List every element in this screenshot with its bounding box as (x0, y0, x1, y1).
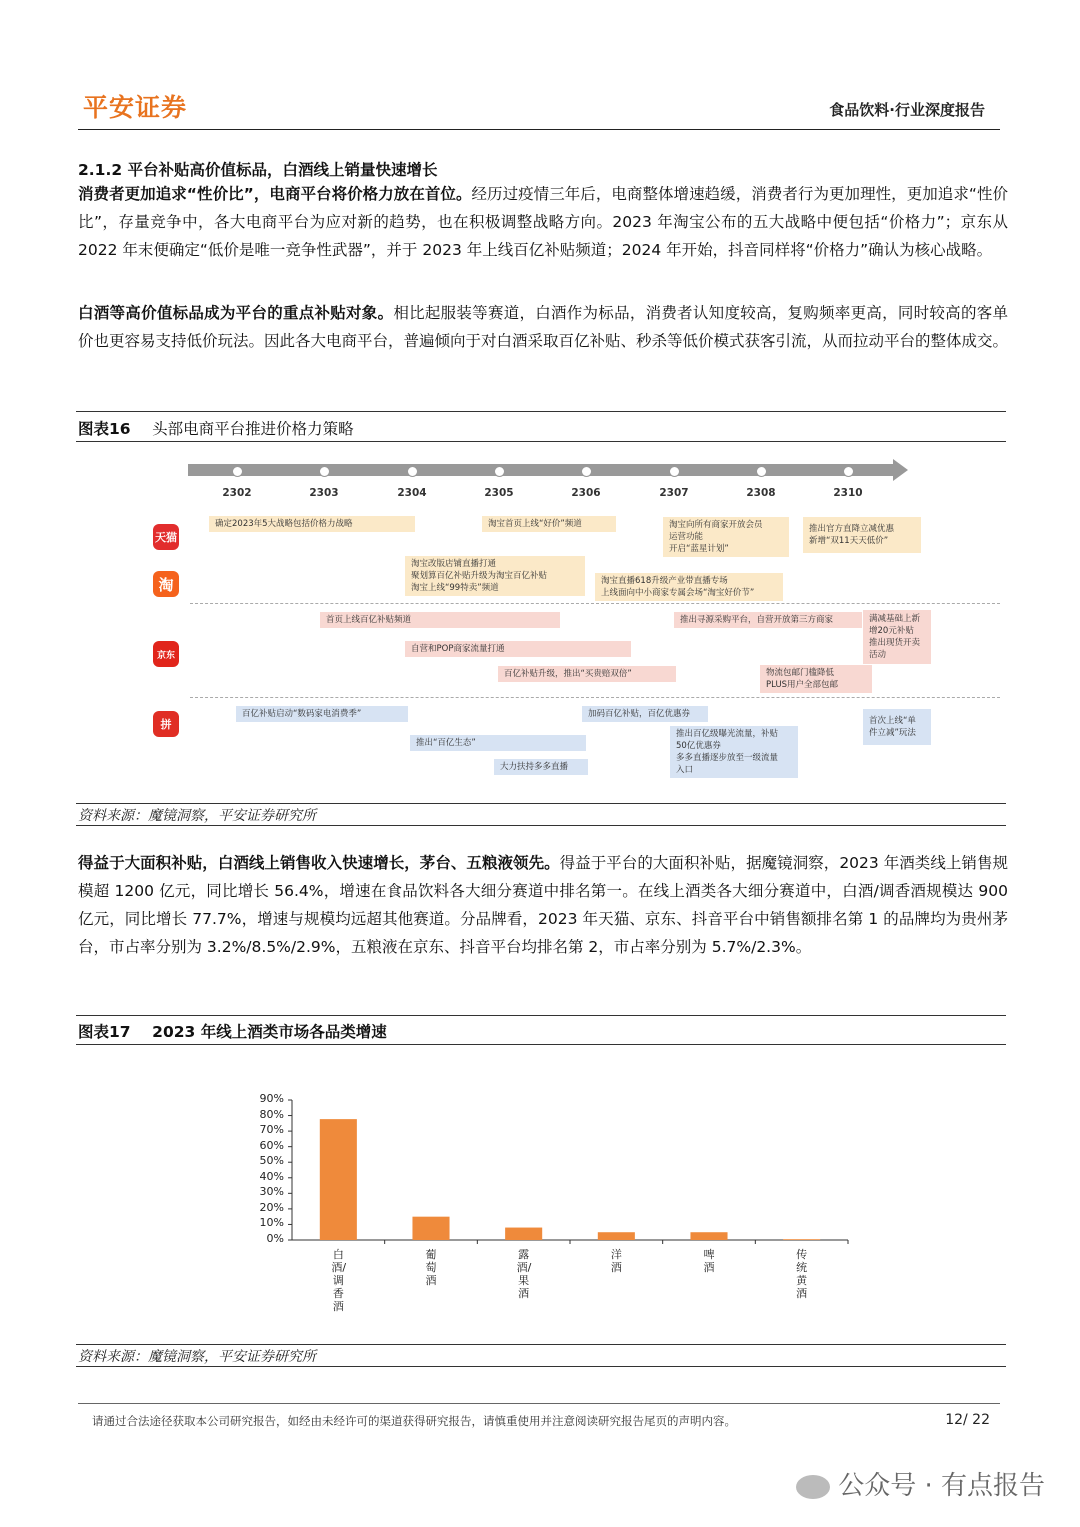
figure17-caption-rule (76, 1044, 1006, 1045)
month-label: 2310 (833, 487, 863, 499)
pinduoduo-icon: 拼 (153, 711, 179, 737)
month-label: 2304 (397, 487, 427, 499)
event-box (405, 641, 631, 657)
event-text: 满减基础上新 (869, 614, 921, 624)
event-text: 推出“百亿生态” (416, 738, 476, 748)
event-text: 百亿补贴升级，推出“买贵赔双倍” (504, 669, 632, 679)
x-category-label: 啤酒 (703, 1248, 715, 1274)
y-tick-label: 0% (266, 1232, 284, 1245)
month-label: 2307 (659, 487, 689, 499)
month-label: 2302 (222, 487, 252, 499)
y-tick-label: 10% (259, 1216, 284, 1230)
figure17-source: 资料来源：魔镜洞察，平安证券研究所 (78, 1349, 316, 1365)
y-tick-label: 70% (259, 1123, 284, 1137)
figure17-label: 图表17 (78, 1023, 131, 1041)
event-text: 多多直播逐步放至一级流量 (676, 753, 779, 763)
event-text: 聚划算百亿补贴升级为淘宝百亿补贴 (411, 571, 548, 581)
event-box (494, 759, 588, 775)
event-text: 推出现货开卖 (869, 638, 921, 648)
event-text: 件立减”玩法 (869, 728, 916, 738)
figure17-source-rule (76, 1344, 1006, 1345)
event-text: 加码百亿补贴，百亿优惠券 (588, 709, 691, 719)
report-type: 食品饮料·行业深度报告 (829, 101, 985, 119)
event-text: 新增“双11天天低价” (809, 536, 889, 546)
event-box (595, 573, 783, 601)
figure16-top-rule (76, 411, 1006, 412)
event-text: 百亿补贴启动“数码家电消费季” (242, 709, 362, 719)
timeline-dot (494, 466, 505, 477)
event-text: 确定2023年5大战略包括价格力战略 (215, 519, 353, 529)
bar-5 (783, 1239, 820, 1240)
timeline-arrow (188, 459, 910, 483)
bar-3 (598, 1232, 635, 1240)
event-text: 自营和POP商家流量打通 (411, 644, 505, 654)
page-number: 12/ 22 (945, 1412, 990, 1428)
watermark-text: 公众号 · 有点报告 (838, 1471, 1045, 1501)
y-tick-label: 80% (259, 1107, 284, 1121)
month-label: 2303 (309, 487, 339, 499)
event-text: 淘宝首页上线“好价”频道 (488, 519, 582, 529)
figure16-caption-rule (76, 441, 1006, 442)
figure17-title: 2023 年线上酒类市场各品类增速 (152, 1023, 387, 1041)
event-text: 50亿优惠券 (676, 741, 721, 751)
event-box (482, 516, 616, 532)
event-box (803, 517, 921, 553)
paragraph-1-body: 经历过疫情三年后，电商整体增速趋缓，消费者行为更加理性，更加追求“性价比”，存量竞争中，各大电商平台为应对新的趋势，也在积极调整战略方向。2023 年淘宝公布的五大战略中便包括“价格力”；京东从 2022 年末便确定“低价是唯一竞争性武器”，并于 2023 年上线百亿补贴频道；2024 年开始，抖音同样将“价格力”确认为核心战略。 (78, 185, 1008, 259)
event-box (674, 612, 862, 628)
figure16-source-rule (76, 803, 1006, 804)
event-text: 淘宝直播618升级产业带直播专场 (601, 576, 728, 586)
paragraph-3 (78, 849, 1008, 961)
bar-2 (505, 1228, 542, 1240)
event-text: 推出寻源采购平台，自营开放第三方商家 (680, 615, 834, 625)
taobao-icon: 淘 (153, 571, 179, 597)
figure16-source: 资料来源：魔镜洞察，平安证券研究所 (78, 808, 316, 824)
figure16-caption (78, 417, 354, 439)
month-label: 2308 (746, 487, 776, 499)
event-text: 物流包邮门槛降低 (766, 668, 835, 678)
event-text: 首页上线百亿补贴频道 (326, 615, 412, 625)
footer-divider (78, 1403, 1000, 1404)
platform-divider (190, 603, 1000, 604)
timeline-dot (756, 466, 767, 477)
event-box (863, 709, 931, 745)
event-text: PLUS用户全部包邮 (766, 680, 839, 690)
bar-0 (320, 1119, 357, 1240)
month-label: 2306 (571, 487, 601, 499)
event-box (498, 666, 676, 682)
event-text: 淘宝改版店铺直播打通 (411, 559, 497, 569)
event-text: 上线面向中小商家专属会场“淘宝好价节” (601, 588, 755, 598)
event-box (236, 706, 408, 722)
timeline-dot (232, 466, 243, 477)
event-box (670, 726, 798, 778)
event-text: 淘宝上线“99特卖”频道 (411, 583, 499, 593)
figure16-bottom-rule (76, 825, 1006, 826)
paragraph-1-lead: 消费者更加追求“性价比”，电商平台将价格力放在首位。 (78, 185, 472, 203)
timeline-dot (843, 466, 854, 477)
y-tick-label: 40% (259, 1169, 284, 1183)
paragraph-2 (78, 299, 1008, 355)
event-text: 淘宝向所有商家开放会员 (669, 520, 763, 530)
figure16-label: 图表16 (78, 420, 131, 438)
paragraph-3-body: 得益于平台的大面积补贴，据魔镜洞察，2023 年酒类线上销售规模超 1200 亿元，同比增长 56.4%，增速在食品饮料各大细分赛道中排名第一。在线上酒类各大细分赛道中，白酒/调香酒规模达 900 亿元，同比增长 77.7%，增速与规模均远超其他赛道。分品牌看，2023 年天猫、京东、抖音平台中销售额排名第 1 的品牌均为贵州茅台，市占率分别为 3.2%/8.5%/2.9%，五粮液在京东、抖音平台均排名第 2，市占率分别为 5.7%/2.3%。 (78, 854, 1008, 956)
platform-divider (190, 697, 1000, 698)
figure17-caption (78, 1020, 387, 1042)
event-text: 活动 (869, 650, 887, 660)
bar-4 (690, 1232, 727, 1240)
figure16-title: 头部电商平台推进价格力策略 (152, 420, 354, 438)
paragraph-3-lead: 得益于大面积补贴，白酒线上销售收入快速增长，茅台、五粮液领先。 (78, 854, 560, 872)
month-label: 2305 (484, 487, 514, 499)
event-box (320, 612, 560, 628)
section-title: 2.1.2 平台补贴高价值标品，白酒线上销量快速增长 (78, 161, 438, 179)
wechat-icon (796, 1475, 830, 1499)
header-divider (78, 129, 1000, 130)
event-box (209, 516, 415, 532)
x-category-label: 露酒/果酒 (516, 1248, 532, 1300)
event-box (410, 735, 586, 751)
event-text: 首次上线“单 (869, 716, 916, 726)
event-text: 开启“蓝星计划” (669, 544, 729, 554)
y-tick-label: 90% (259, 1092, 284, 1105)
timeline-dot (581, 466, 592, 477)
event-box (863, 610, 931, 664)
jd-icon: 京东 (153, 641, 179, 667)
paragraph-1 (78, 180, 1008, 264)
event-box (405, 556, 585, 596)
y-tick-label: 30% (259, 1185, 284, 1199)
figure17-bottom-rule (76, 1366, 1006, 1367)
brand-logo: 平安证券 (83, 93, 188, 122)
event-text: 推出官方直降立减优惠 (809, 524, 895, 534)
event-text: 推出百亿级曝光流量，补贴 (676, 729, 779, 739)
paragraph-2-lead: 白酒等高价值标品成为平台的重点补贴对象。 (78, 304, 394, 322)
event-text: 入口 (676, 765, 694, 775)
x-category-label: 白酒/调香酒 (331, 1248, 347, 1313)
watermark (796, 1465, 1045, 1502)
event-text: 大力扶持多多直播 (500, 762, 569, 772)
timeline-dot (669, 466, 680, 477)
paragraph-2-body: 相比起服装等赛道，白酒作为标品，消费者认知度较高，复购频率更高，同时较高的客单价也更容易支持低价玩法。因此各大电商平台，普遍倾向于对白酒采取百亿补贴、秒杀等低价模式获客引流，从而拉动平台的整体成交。 (78, 304, 1009, 350)
event-box (663, 517, 789, 557)
event-text: 增20元补贴 (869, 626, 914, 636)
y-tick-label: 60% (259, 1138, 284, 1152)
footer-disclaimer: 请通过合法途径获取本公司研究报告，如经由未经许可的渠道获得研究报告，请慎重使用并注意阅读研究报告尾页的声明内容。 (92, 1414, 736, 1428)
bar-1 (412, 1217, 449, 1240)
x-category-label: 洋酒 (610, 1248, 622, 1274)
tmall-icon: 天猫 (153, 524, 179, 550)
figure17-top-rule (76, 1015, 1006, 1016)
x-category-label: 传统黄酒 (796, 1248, 808, 1300)
event-box (582, 706, 708, 722)
timeline-dot (319, 466, 330, 477)
x-category-label: 葡萄酒 (425, 1248, 437, 1287)
y-tick-label: 20% (259, 1200, 284, 1214)
timeline-dot (407, 466, 418, 477)
event-text: 运营功能 (669, 532, 704, 542)
event-box (760, 665, 872, 693)
y-tick-label: 50% (259, 1154, 284, 1168)
